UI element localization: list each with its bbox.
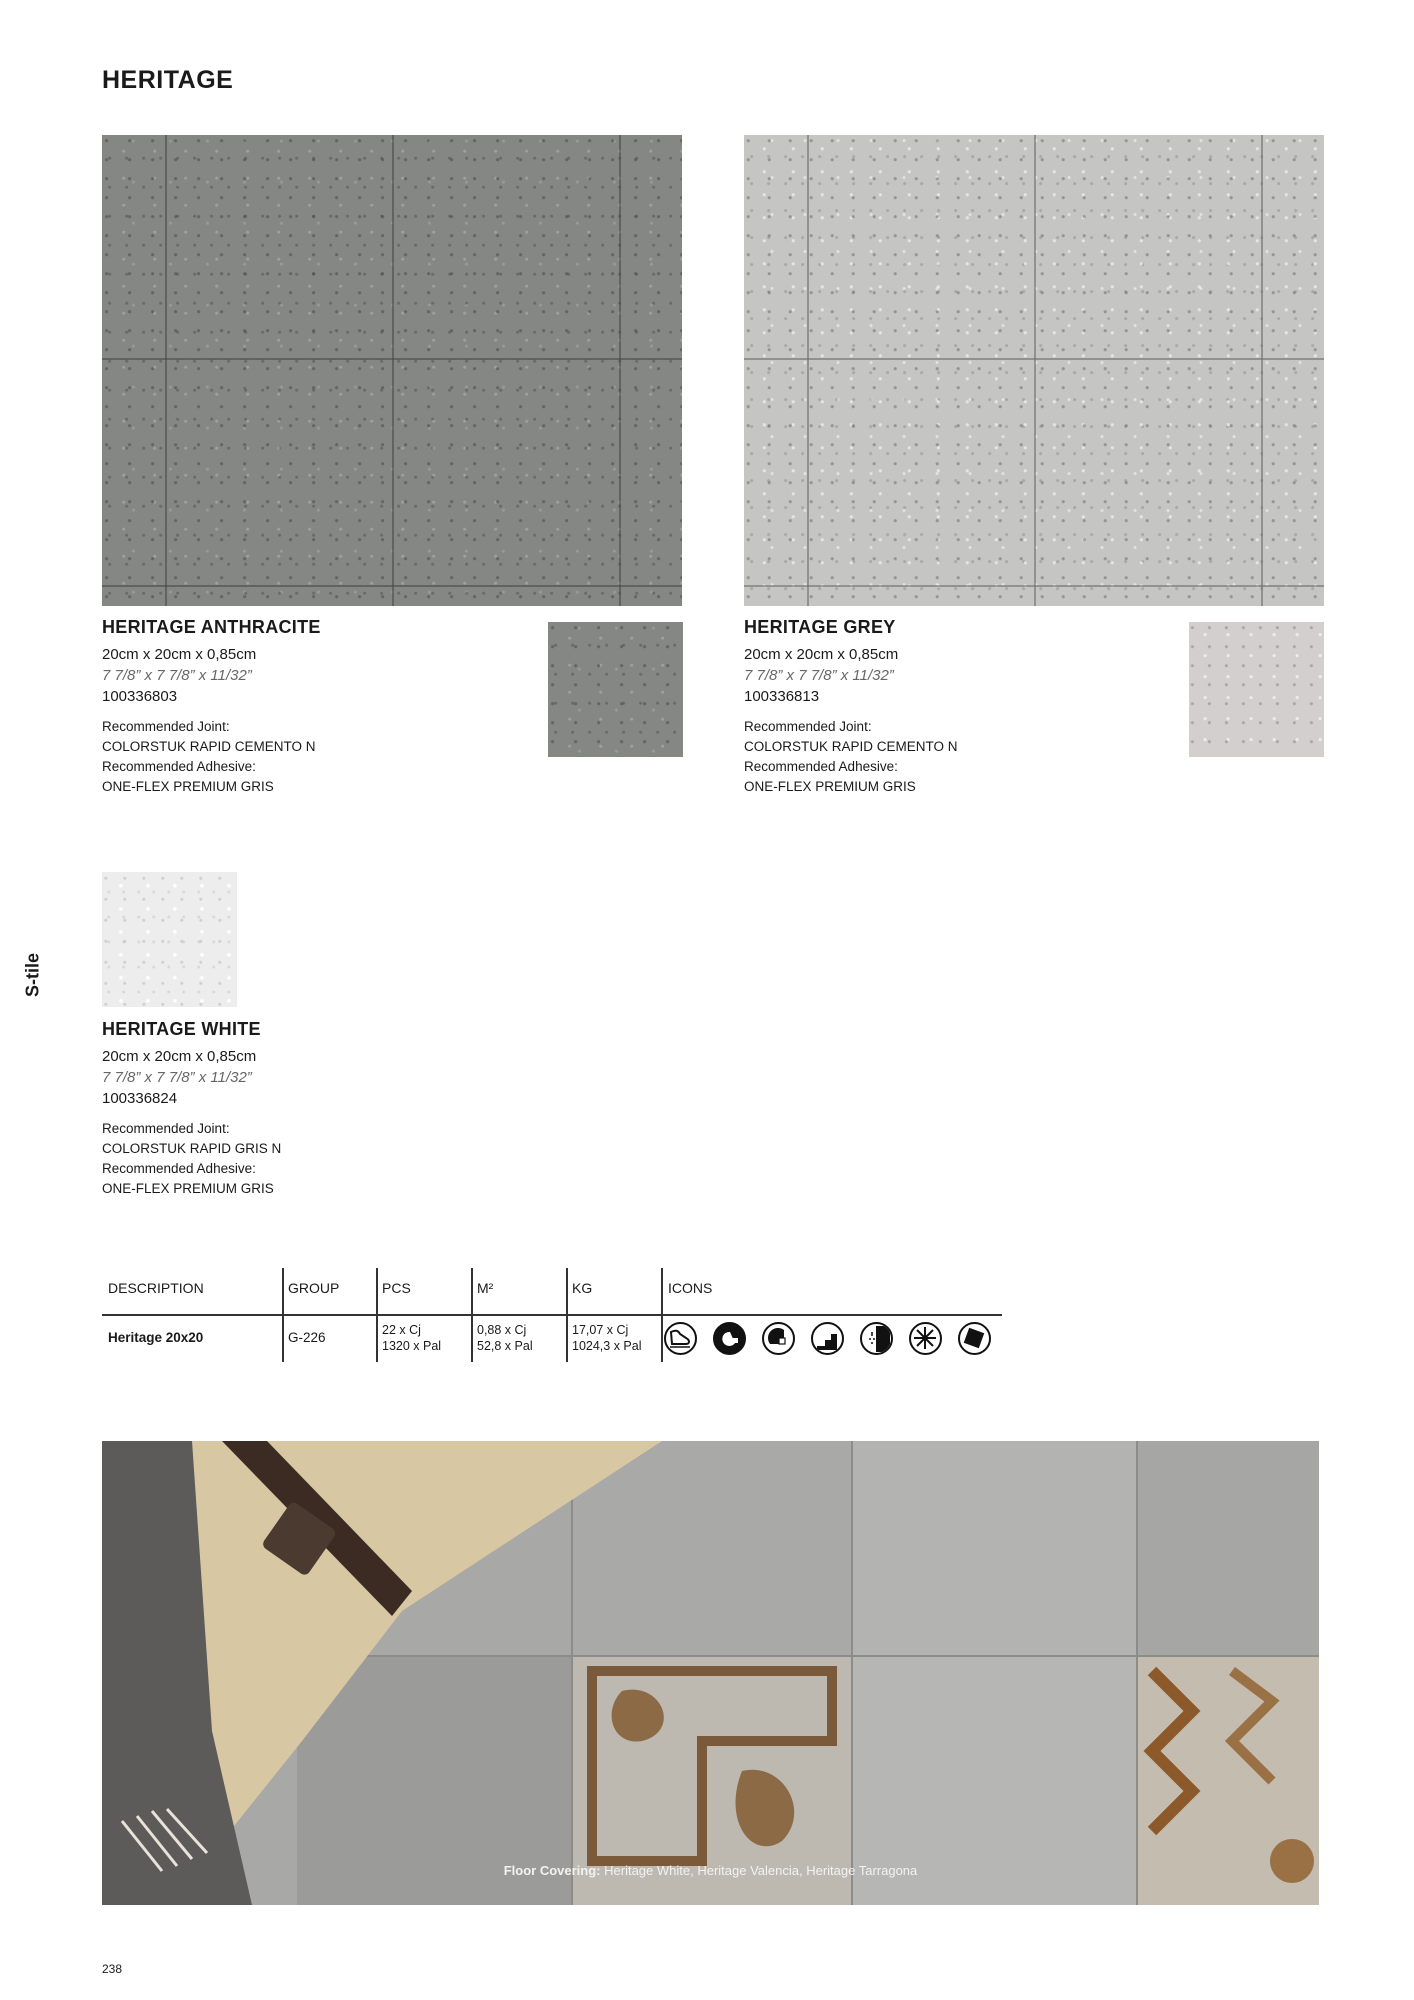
caption-label: Floor Covering:: [503, 1863, 601, 1878]
product-name: HERITAGE WHITE: [102, 1019, 261, 1039]
kg-per-pallet: 1024,3 x Pal: [572, 1339, 642, 1353]
recommendations: [102, 1119, 281, 1199]
recommendations: [102, 717, 316, 797]
joint-label: Recommended Joint:: [744, 719, 872, 734]
product-image-grey: [744, 135, 1324, 606]
size-inch: 7 7/8” x 7 7/8” x 11/32”: [102, 1069, 252, 1086]
caption-text: Heritage White, Heritage Valencia, Heritage Tarragona: [604, 1863, 918, 1878]
product-code: 100336813: [744, 688, 820, 705]
shower-use-icon: [860, 1322, 893, 1355]
adhesive-value: ONE-FLEX PREMIUM GRIS: [102, 1181, 274, 1196]
header-kg: KG: [572, 1280, 593, 1296]
size-cm: 20cm x 20cm x 0,85cm: [102, 646, 257, 663]
product-code: 100336803: [102, 688, 178, 705]
header-m2: M²: [477, 1280, 494, 1296]
floor-use-icon: [762, 1322, 795, 1355]
joint-label: Recommended Joint:: [102, 1121, 230, 1136]
side-label: [20, 945, 46, 1005]
adhesive-value: ONE-FLEX PREMIUM GRIS: [102, 779, 274, 794]
spec-table: [102, 1264, 1002, 1364]
joint-value: COLORSTUK RAPID CEMENTO N: [744, 739, 958, 754]
product-name: HERITAGE ANTHRACITE: [102, 617, 321, 637]
m2-per-pallet: 52,8 x Pal: [477, 1339, 533, 1353]
stair-use-icon: [811, 1322, 844, 1355]
recommendations: [744, 717, 958, 797]
size-inch: 7 7/8” x 7 7/8” x 11/32”: [102, 667, 252, 684]
kg-per-box: 17,07 x Cj: [572, 1323, 629, 1337]
header-pcs: PCS: [382, 1280, 411, 1296]
joint-value: COLORSTUK RAPID GRIS N: [102, 1141, 282, 1156]
product-code: 100336824: [102, 1090, 178, 1107]
header-group: GROUP: [288, 1280, 340, 1296]
swatch-white: [102, 872, 237, 1007]
product-spec: [102, 1046, 256, 1109]
joint-value: COLORSTUK RAPID CEMENTO N: [102, 739, 316, 754]
rectified-tile-icon: [958, 1322, 991, 1355]
adhesive-value: ONE-FLEX PREMIUM GRIS: [744, 779, 916, 794]
adhesive-label: Recommended Adhesive:: [102, 759, 256, 774]
product-spec: [744, 644, 898, 707]
floor-scene-illustration: [102, 1441, 1319, 1905]
cell-m2: [477, 1322, 533, 1354]
pcs-per-box: 22 x Cj: [382, 1323, 421, 1337]
page-number: 238: [102, 1962, 123, 1976]
photo-caption: [102, 1863, 1319, 1878]
header-description: DESCRIPTION: [108, 1280, 204, 1296]
foot-traffic-icon: [664, 1322, 697, 1355]
product-spec: [102, 644, 256, 707]
m2-per-box: 0,88 x Cj: [477, 1323, 527, 1337]
cell-kg: [572, 1322, 642, 1354]
size-inch: 7 7/8” x 7 7/8” x 11/32”: [744, 667, 894, 684]
joint-label: Recommended Joint:: [102, 719, 230, 734]
adhesive-label: Recommended Adhesive:: [102, 1161, 256, 1176]
frost-resistant-icon: [909, 1322, 942, 1355]
pcs-per-pallet: 1320 x Pal: [382, 1339, 442, 1353]
cell-group: G-226: [288, 1330, 326, 1345]
cell-pcs: [382, 1322, 441, 1354]
page-title: HERITAGE: [102, 66, 234, 94]
cell-description: Heritage 20x20: [108, 1330, 204, 1345]
header-icons: ICONS: [668, 1280, 713, 1296]
adhesive-label: Recommended Adhesive:: [744, 759, 898, 774]
product-name: HERITAGE GREY: [744, 617, 896, 637]
ambient-photo: [102, 1441, 1319, 1905]
usage-icons: [664, 1322, 991, 1360]
swatch-anthracite: [548, 622, 683, 757]
size-cm: 20cm x 20cm x 0,85cm: [102, 1048, 257, 1065]
swatch-grey: [1189, 622, 1324, 757]
size-cm: 20cm x 20cm x 0,85cm: [744, 646, 899, 663]
product-image-anthracite: [102, 135, 682, 606]
wall-use-icon: [713, 1322, 746, 1355]
side-label-text: S-tile: [22, 952, 43, 998]
